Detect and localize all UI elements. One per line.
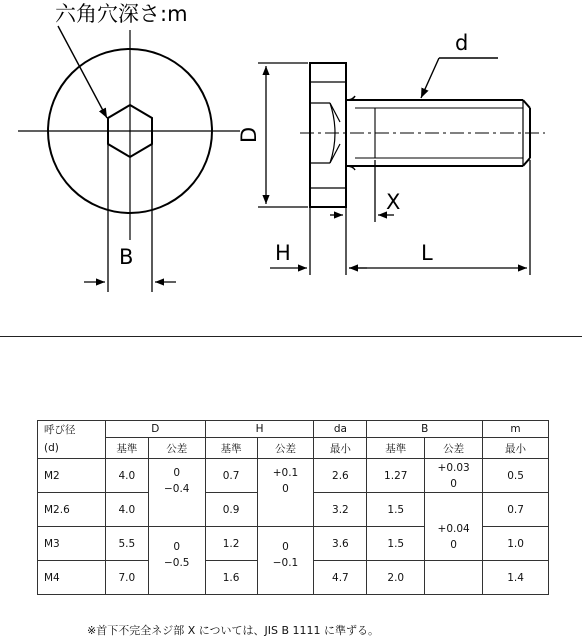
header-D: D — [105, 421, 205, 438]
dim-D-label: D — [237, 126, 261, 143]
cell-B-tol — [425, 459, 483, 493]
cell-m: 1.0 — [483, 527, 549, 561]
cell-da: 4.7 — [314, 561, 367, 595]
header-H-base: 基準 — [205, 438, 257, 459]
cell-H: 0.7 — [205, 459, 257, 493]
cell-H: 1.2 — [205, 527, 257, 561]
cell-m: 0.7 — [483, 493, 549, 527]
header-H-tolerance: 公差 — [257, 438, 314, 459]
cell-size: M3 — [38, 527, 106, 561]
header-da-min: 最小 — [314, 438, 367, 459]
dim-B-label: B — [119, 245, 134, 269]
hex-depth-leader — [58, 26, 107, 118]
cell-D-tol — [148, 540, 205, 595]
dim-X — [330, 160, 394, 275]
dim-d-leader — [421, 58, 498, 98]
header-m: m — [483, 421, 549, 438]
tol-lower: 0 — [282, 482, 289, 495]
cell-size: M4 — [38, 561, 106, 595]
cell-H: 1.6 — [205, 561, 257, 595]
tol-upper: +0.04 — [437, 522, 470, 535]
head-top-view — [18, 30, 240, 240]
dim-D — [258, 63, 308, 207]
cell-H: 0.9 — [205, 493, 257, 527]
header-B-base: 基準 — [367, 438, 425, 459]
cell-B: 1.27 — [367, 459, 425, 493]
section-divider — [0, 336, 582, 337]
header-D-tolerance: 公差 — [148, 438, 205, 459]
cell-B-tol — [425, 522, 483, 561]
tol-lower: −0.4 — [163, 482, 190, 495]
tol-upper: 0 — [173, 540, 181, 553]
cell-da: 3.2 — [314, 493, 367, 527]
cell-B-tol-blank — [425, 561, 483, 595]
dim-L-label: L — [421, 241, 433, 265]
tol-upper: 0 — [173, 466, 181, 479]
header-nominal-sub: (d) — [38, 438, 106, 459]
cell-D: 5.5 — [105, 527, 148, 561]
hex-depth-label: 六角穴深さ:m — [55, 2, 188, 26]
tol-upper: +0.1 — [272, 466, 299, 479]
header-H: H — [205, 421, 314, 438]
header-B: B — [367, 421, 483, 438]
cell-D-tol — [148, 466, 205, 527]
header-D-base: 基準 — [105, 438, 148, 459]
cell-D: 7.0 — [105, 561, 148, 595]
cell-da: 2.6 — [314, 459, 367, 493]
tol-lower: −0.1 — [272, 556, 299, 569]
header-m-min: 最小 — [483, 438, 549, 459]
tol-upper: 0 — [282, 540, 289, 553]
cell-da: 3.6 — [314, 527, 367, 561]
cell-D: 4.0 — [105, 493, 148, 527]
footnote: ※首下不完全ネジ部 X については、JIS B 1111 に準ずる。 — [87, 624, 380, 637]
dim-L — [349, 160, 530, 275]
cell-H-tol — [257, 540, 314, 595]
table-row — [38, 561, 549, 595]
header-B-tolerance: 公差 — [425, 438, 483, 459]
cell-H-tol — [257, 466, 314, 527]
header-da: da — [314, 421, 367, 438]
cell-m: 0.5 — [483, 459, 549, 493]
dim-X-label: X — [386, 190, 401, 214]
tol-upper: +0.03 — [437, 461, 470, 474]
cell-B: 1.5 — [367, 527, 425, 561]
cell-D: 4.0 — [105, 459, 148, 493]
cell-B: 1.5 — [367, 493, 425, 527]
dim-d-label: d — [455, 31, 469, 55]
header-nominal: 呼び径 — [38, 421, 106, 438]
tol-lower: 0 — [450, 538, 457, 551]
cell-B: 2.0 — [367, 561, 425, 595]
dim-H-label: H — [275, 241, 291, 265]
cell-size: M2 — [38, 459, 106, 493]
spec-table — [37, 420, 549, 595]
tol-lower: −0.5 — [163, 556, 190, 569]
screw-side-view — [300, 63, 545, 207]
cell-m: 1.4 — [483, 561, 549, 595]
cell-size: M2.6 — [38, 493, 106, 527]
tol-lower: 0 — [450, 477, 457, 490]
